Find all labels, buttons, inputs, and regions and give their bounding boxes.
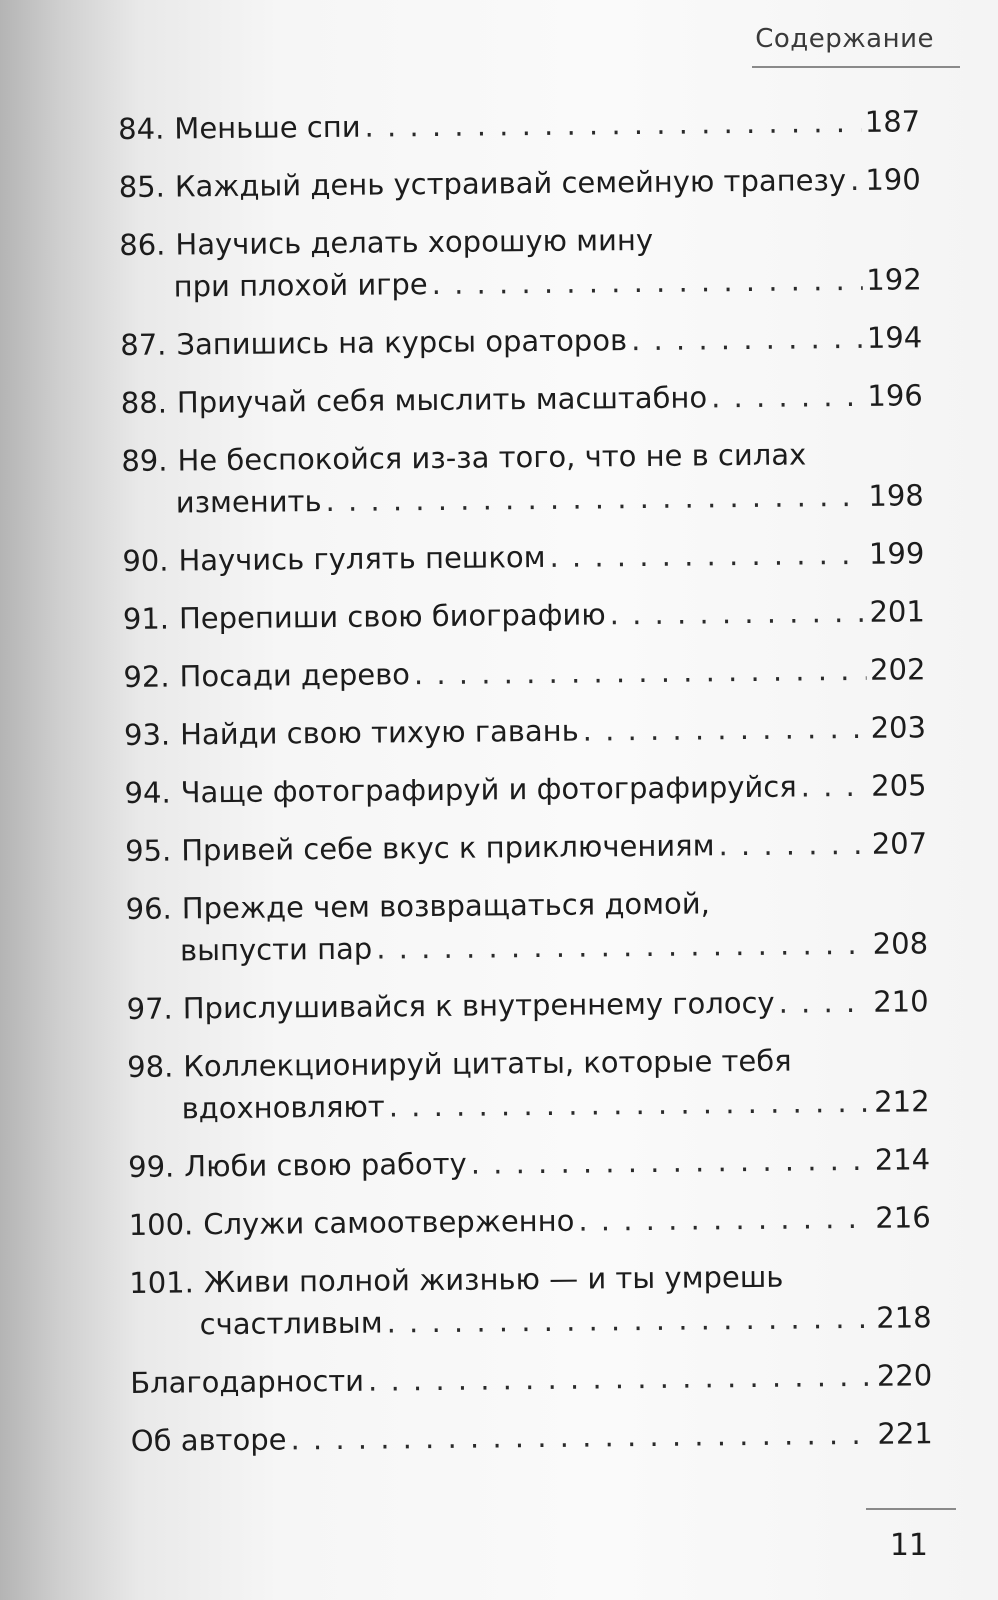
table-of-contents bbox=[118, 100, 933, 1478]
toc-entry-number: 99. bbox=[128, 1149, 175, 1184]
toc-entry bbox=[129, 1196, 931, 1246]
toc-entry-title: Научись гулять пешком bbox=[178, 539, 546, 578]
toc-entry-page: 205 bbox=[871, 768, 927, 803]
toc-entry-title: Привей себе вкус к приключениям bbox=[181, 828, 715, 868]
toc-entry-line bbox=[124, 706, 926, 756]
toc-entry-number: 94. bbox=[124, 775, 171, 810]
toc-dot-leader bbox=[609, 591, 865, 635]
toc-entry-line bbox=[123, 590, 925, 640]
toc-entry-title: при плохой игре bbox=[173, 267, 428, 304]
toc-entry-page: 198 bbox=[868, 478, 924, 513]
toc-entry-title: Чаще фотографируй и фотографируйся bbox=[180, 769, 797, 810]
header-rule bbox=[752, 66, 960, 68]
toc-dot-leader bbox=[386, 1297, 872, 1344]
toc-entry-number: 101. bbox=[129, 1265, 195, 1300]
toc-entry bbox=[127, 1038, 930, 1130]
toc-entry-title: Служи самоотверженно bbox=[203, 1203, 575, 1242]
toc-entry bbox=[122, 532, 924, 582]
toc-entry-line bbox=[126, 922, 928, 972]
toc-entry-page: 187 bbox=[864, 104, 921, 139]
toc-entry-title: Прислушивайся к внутреннему голосу bbox=[182, 985, 775, 1026]
toc-entry-page: 214 bbox=[874, 1142, 931, 1177]
toc-entry-title: Не беспокойся из-за того, что не в силах bbox=[177, 437, 807, 478]
toc-entry bbox=[124, 764, 926, 814]
toc-entry-line bbox=[119, 158, 921, 208]
toc-entry bbox=[125, 880, 928, 972]
toc-entry-number: 91. bbox=[122, 601, 170, 636]
toc-dot-leader bbox=[389, 1081, 871, 1128]
toc-entry-title: Благодарности bbox=[130, 1363, 365, 1400]
toc-entry-page: 202 bbox=[869, 652, 926, 687]
toc-entry-title: выпусти пар bbox=[179, 931, 373, 968]
toc-entry bbox=[125, 822, 927, 872]
toc-entry-page: 203 bbox=[870, 710, 927, 745]
toc-entry-page: 190 bbox=[865, 162, 921, 197]
toc-entry-title: счастливым bbox=[199, 1305, 383, 1342]
toc-dot-leader bbox=[471, 1139, 871, 1185]
toc-entry-number: 98. bbox=[127, 1049, 174, 1084]
toc-entry-number: 97. bbox=[126, 991, 173, 1026]
toc-entry-page: 212 bbox=[874, 1084, 930, 1119]
toc-dot-leader bbox=[778, 981, 869, 1024]
toc-entry-line bbox=[123, 648, 925, 698]
toc-entry-line bbox=[122, 532, 924, 582]
toc-entry-title: Приучай себя мыслить масштабно bbox=[176, 380, 708, 420]
toc-dot-leader bbox=[549, 533, 865, 578]
toc-entry bbox=[126, 980, 928, 1030]
toc-entry-page: 216 bbox=[875, 1200, 931, 1235]
running-header: Содержание bbox=[755, 24, 934, 54]
toc-dot-leader bbox=[414, 649, 867, 695]
toc-dot-leader bbox=[578, 1197, 871, 1242]
toc-entry bbox=[123, 590, 925, 640]
toc-entry bbox=[123, 648, 925, 698]
toc-entry-title: Научись делать хорошую мину bbox=[175, 222, 654, 262]
toc-dot-leader bbox=[376, 923, 869, 970]
toc-entry bbox=[128, 1138, 930, 1188]
toc-entry-title: Люби свою работу bbox=[184, 1146, 467, 1184]
toc-entry-page: 218 bbox=[876, 1300, 932, 1335]
toc-entry-line bbox=[125, 822, 927, 872]
toc-entry-title: вдохновляют bbox=[181, 1089, 385, 1126]
toc-entry-line bbox=[127, 1080, 929, 1130]
toc-entry-line bbox=[129, 1296, 931, 1346]
toc-entry-line bbox=[131, 1412, 933, 1462]
toc-entry-page: 192 bbox=[866, 262, 922, 297]
toc-entry-page: 220 bbox=[876, 1358, 933, 1393]
toc-entry-number: 95. bbox=[124, 833, 172, 868]
toc-entry bbox=[120, 316, 922, 366]
toc-dot-leader bbox=[850, 159, 862, 201]
toc-entry-line bbox=[120, 316, 922, 366]
toc-entry-number: 87. bbox=[120, 327, 167, 362]
toc-entry-title: Прежде чем возвращаться домой, bbox=[181, 886, 710, 926]
page-number: 11 bbox=[889, 1528, 928, 1563]
toc-entry-number: 89. bbox=[121, 443, 168, 478]
toc-dot-leader bbox=[364, 101, 861, 148]
toc-dot-leader bbox=[582, 707, 866, 752]
toc-entry-number: 84. bbox=[118, 111, 165, 146]
toc-entry-number: 96. bbox=[125, 891, 172, 926]
toc-dot-leader bbox=[290, 1413, 873, 1461]
toc-dot-leader bbox=[711, 375, 864, 418]
toc-entry bbox=[129, 1254, 932, 1346]
toc-entry bbox=[124, 706, 926, 756]
toc-entry-title: изменить bbox=[175, 484, 322, 520]
toc-entry-number: 92. bbox=[123, 659, 170, 694]
toc-entry-page: 207 bbox=[871, 826, 928, 861]
toc-dot-leader bbox=[718, 823, 868, 866]
toc-entry-title: Живи полной жизнью — и ты умрешь bbox=[203, 1259, 784, 1300]
toc-entry-page: 199 bbox=[868, 536, 925, 571]
toc-entry-title: Меньше спи bbox=[174, 109, 361, 146]
toc-entry-number: 85. bbox=[118, 169, 166, 204]
toc-entry-line bbox=[128, 1138, 930, 1188]
toc-entry bbox=[119, 216, 922, 308]
toc-dot-leader bbox=[368, 1355, 873, 1402]
toc-entry-title: Перепиши свою биографию bbox=[178, 597, 606, 636]
toc-dot-leader bbox=[325, 475, 864, 522]
toc-entry-number: 86. bbox=[119, 227, 166, 262]
toc-entry-page: 210 bbox=[873, 984, 929, 1019]
toc-entry bbox=[121, 432, 924, 524]
toc-entry bbox=[131, 1412, 933, 1462]
toc-entry-page: 221 bbox=[877, 1416, 933, 1451]
toc-entry-line bbox=[120, 258, 922, 308]
toc-entry-line bbox=[122, 474, 924, 524]
toc-dot-leader bbox=[800, 765, 867, 808]
toc-entry bbox=[121, 374, 923, 424]
toc-entry-number: 88. bbox=[120, 385, 168, 420]
toc-entry-number: 93. bbox=[123, 717, 171, 752]
toc-entry-line bbox=[118, 100, 920, 150]
toc-entry-title: Запишись на курсы ораторов bbox=[176, 323, 628, 362]
toc-entry-title: Найди свою тихую гавань bbox=[179, 713, 579, 752]
toc-entry-line bbox=[121, 374, 923, 424]
toc-entry-title: Посади дерево bbox=[179, 657, 411, 694]
toc-entry-line bbox=[124, 764, 926, 814]
toc-entry-line bbox=[130, 1354, 932, 1404]
toc-entry-page: 201 bbox=[869, 594, 926, 629]
toc-entry-title: Каждый день устраивай семейную трапезу bbox=[174, 163, 847, 204]
toc-dot-leader bbox=[431, 259, 862, 305]
footer-rule bbox=[866, 1508, 956, 1510]
toc-entry-line bbox=[126, 980, 928, 1030]
toc-dot-leader bbox=[631, 317, 863, 361]
toc-entry-title: Об авторе bbox=[130, 1422, 287, 1458]
toc-entry bbox=[130, 1354, 932, 1404]
toc-entry-page: 194 bbox=[866, 320, 923, 355]
toc-entry-page: 208 bbox=[872, 926, 929, 961]
toc-entry-title: Коллекционируй цитаты, которые тебя bbox=[183, 1043, 792, 1084]
toc-entry-number: 90. bbox=[122, 543, 169, 578]
toc-entry bbox=[118, 100, 920, 150]
toc-entry-page: 196 bbox=[867, 378, 923, 413]
toc-entry-line bbox=[129, 1196, 931, 1246]
toc-entry bbox=[119, 158, 921, 208]
toc-entry-number: 100. bbox=[128, 1207, 194, 1242]
